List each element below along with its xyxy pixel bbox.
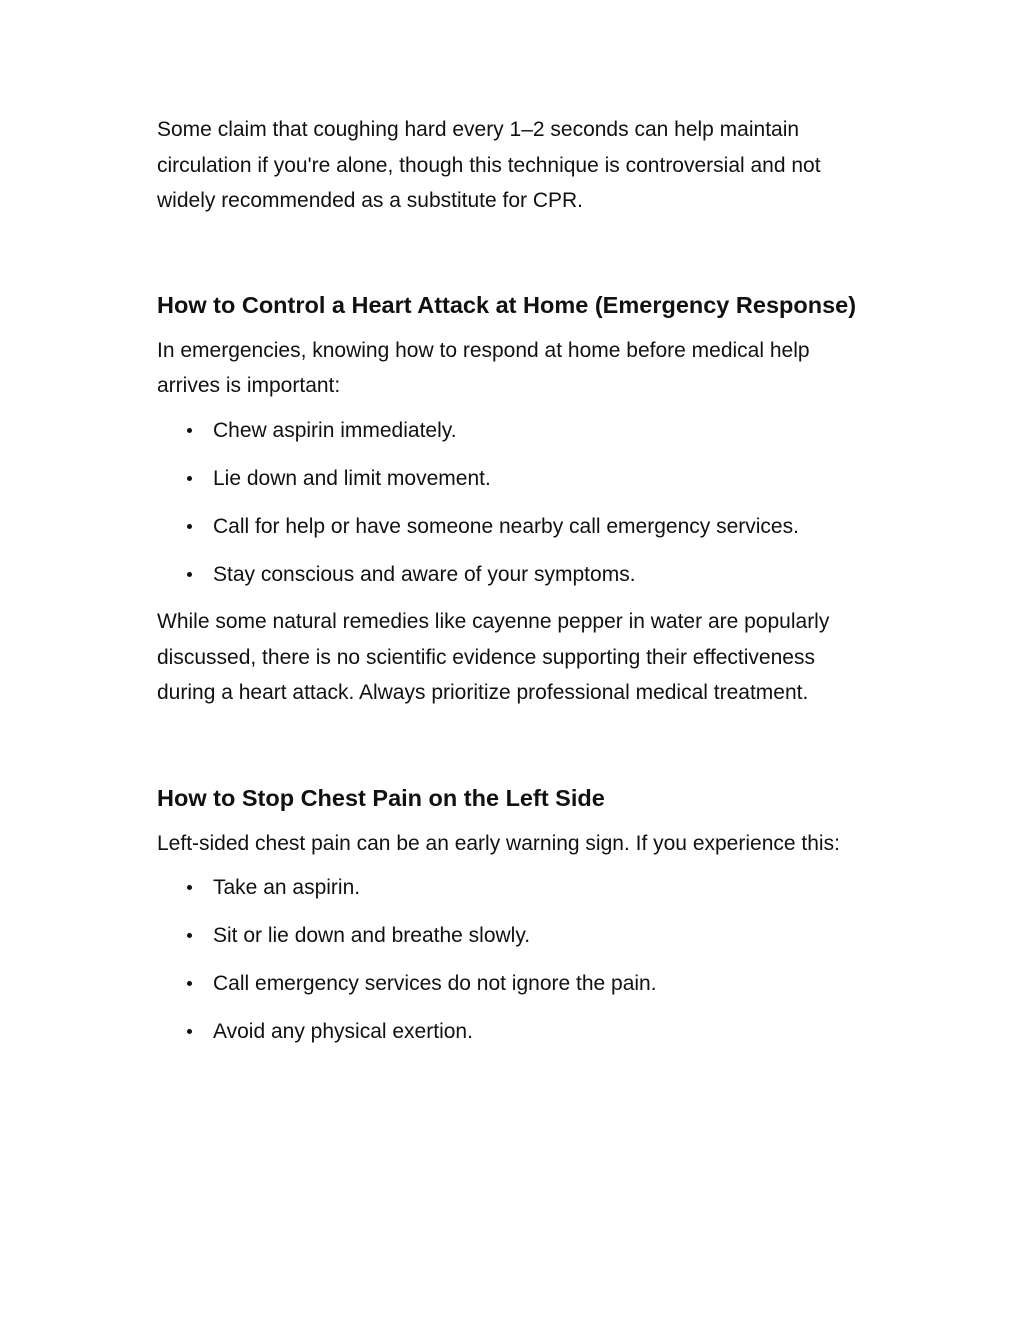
bullet-icon xyxy=(187,1029,192,1034)
bullet-icon xyxy=(187,981,192,986)
list-item-text: Chew aspirin immediately. xyxy=(213,418,457,442)
list-item xyxy=(157,557,872,593)
document-page xyxy=(157,112,872,1050)
list-item-text: Call emergency services do not ignore the pain. xyxy=(213,972,657,995)
section-lead-heart-attack: In emergencies, knowing how to respond at home before medical help arrives is important: xyxy=(157,338,810,397)
list-item xyxy=(157,870,872,906)
list-item xyxy=(157,1014,872,1050)
bullet-icon xyxy=(187,885,192,890)
list-item-text: Avoid any physical exertion. xyxy=(213,1020,473,1043)
list-item xyxy=(157,509,872,545)
bullet-icon xyxy=(187,524,192,529)
section-lead-chest-pain: Left-sided chest pain can be an early warning sign. If you experience this: xyxy=(157,831,840,855)
list-item xyxy=(157,413,872,449)
section-heading-chest-pain: How to Stop Chest Pain on the Left Side xyxy=(157,784,605,811)
list-item xyxy=(157,461,872,497)
intro-paragraph: Some claim that coughing hard every 1–2 seconds can help maintain circulation if you're alone, though this technique is controversial and not widely recommended as a substitute for CPR. xyxy=(157,118,821,212)
list-item-text: Call for help or have someone nearby call emergency services. xyxy=(213,514,799,538)
list-item xyxy=(157,966,872,1002)
list-item-text: Sit or lie down and breathe slowly. xyxy=(213,924,531,947)
list-item-text: Lie down and limit movement. xyxy=(213,466,491,490)
bullet-list-heart-attack xyxy=(157,413,872,593)
list-item-text: Take an aspirin. xyxy=(213,876,361,899)
bullet-list-chest-pain xyxy=(157,870,872,1050)
section-closing-heart-attack: While some natural remedies like cayenne pepper in water are popularly discussed, there is no scientific evidence supporting their effectiveness during a heart attack. Always prioritize professional medical treatment. xyxy=(157,610,830,704)
section-heading-heart-attack: How to Control a Heart Attack at Home (Emergency Response) xyxy=(157,291,857,318)
list-item-text: Stay conscious and aware of your symptoms. xyxy=(213,562,636,586)
bullet-icon xyxy=(187,572,192,577)
bullet-icon xyxy=(187,933,192,938)
bullet-icon xyxy=(187,428,192,433)
list-item xyxy=(157,918,872,954)
bullet-icon xyxy=(187,476,192,481)
